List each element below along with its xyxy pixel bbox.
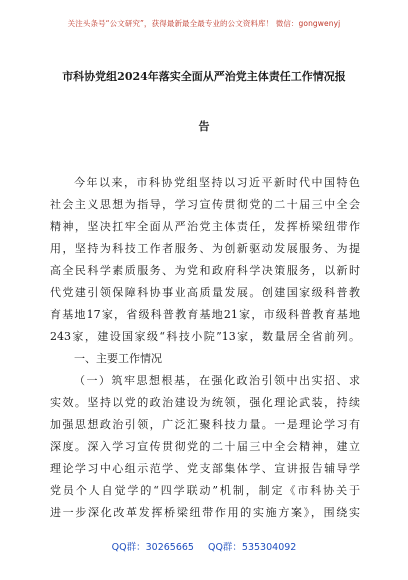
qq-group-1: QQ群：30265665 — [111, 542, 194, 553]
body-line: 深度。深入学习宣传贯彻党的二十届三中全会精神，建立 — [50, 440, 360, 453]
promo-banner: 关注头条号“公文研究”，获得最新最全最专业的公文资料库！ 微信：gongwenyj — [67, 19, 341, 28]
document-title-line-2: 告 — [198, 120, 210, 133]
body-line: 加强思想政治引领，广泛汇聚科技力量。一是理论学习有 — [50, 418, 360, 431]
document-body — [50, 172, 360, 524]
body-line: 社会主义思想为指导，学习宣传贯彻党的二十届三中全会 — [50, 198, 360, 211]
body-line: 243家，建设国家级“科技小院”13家，数量居全省前列。 — [50, 330, 360, 343]
body-line: 高全民科学素质服务、为党和政府科学决策服务，以新时 — [50, 264, 360, 277]
section-heading: 一、主要工作情况 — [74, 352, 162, 365]
body-line: 党员个人自觉学的“四学联动”机制，制定《市科协关于 — [50, 484, 360, 497]
document-title-line-1: 市科协党组2024年落实全面从严治党主体责任工作情况报 — [62, 70, 346, 83]
body-line: 实效。坚持以党的政治建设为统领，强化理论武装，持续 — [50, 396, 360, 409]
footer-qq-groups — [0, 539, 408, 553]
body-line: 育基地17家，省级科普教育基地21家，市级科普教育基地 — [50, 308, 360, 321]
body-line: 理论学习中心组示范学、党支部集体学、宣讲报告辅导学 — [50, 462, 360, 475]
body-line: 今年以来，市科协党组坚持以习近平新时代中国特色 — [74, 176, 360, 189]
qq-group-2: QQ群：535304092 — [207, 542, 297, 553]
body-line: 用，坚持为科技工作者服务、为创新驱动发展服务、为提 — [50, 242, 360, 255]
body-line: 进一步深化改革发挥桥梁纽带作用的实施方案》，围绕实 — [50, 506, 360, 519]
body-line: 精神，坚决扛牢全面从严治党主体责任，发挥桥梁纽带作 — [50, 220, 360, 233]
body-line: （一）筑牢思想根基，在强化政治引领中出实招、求 — [74, 374, 360, 387]
body-line: 代党建引领保障科协事业高质量发展。创建国家级科普教 — [50, 286, 360, 299]
